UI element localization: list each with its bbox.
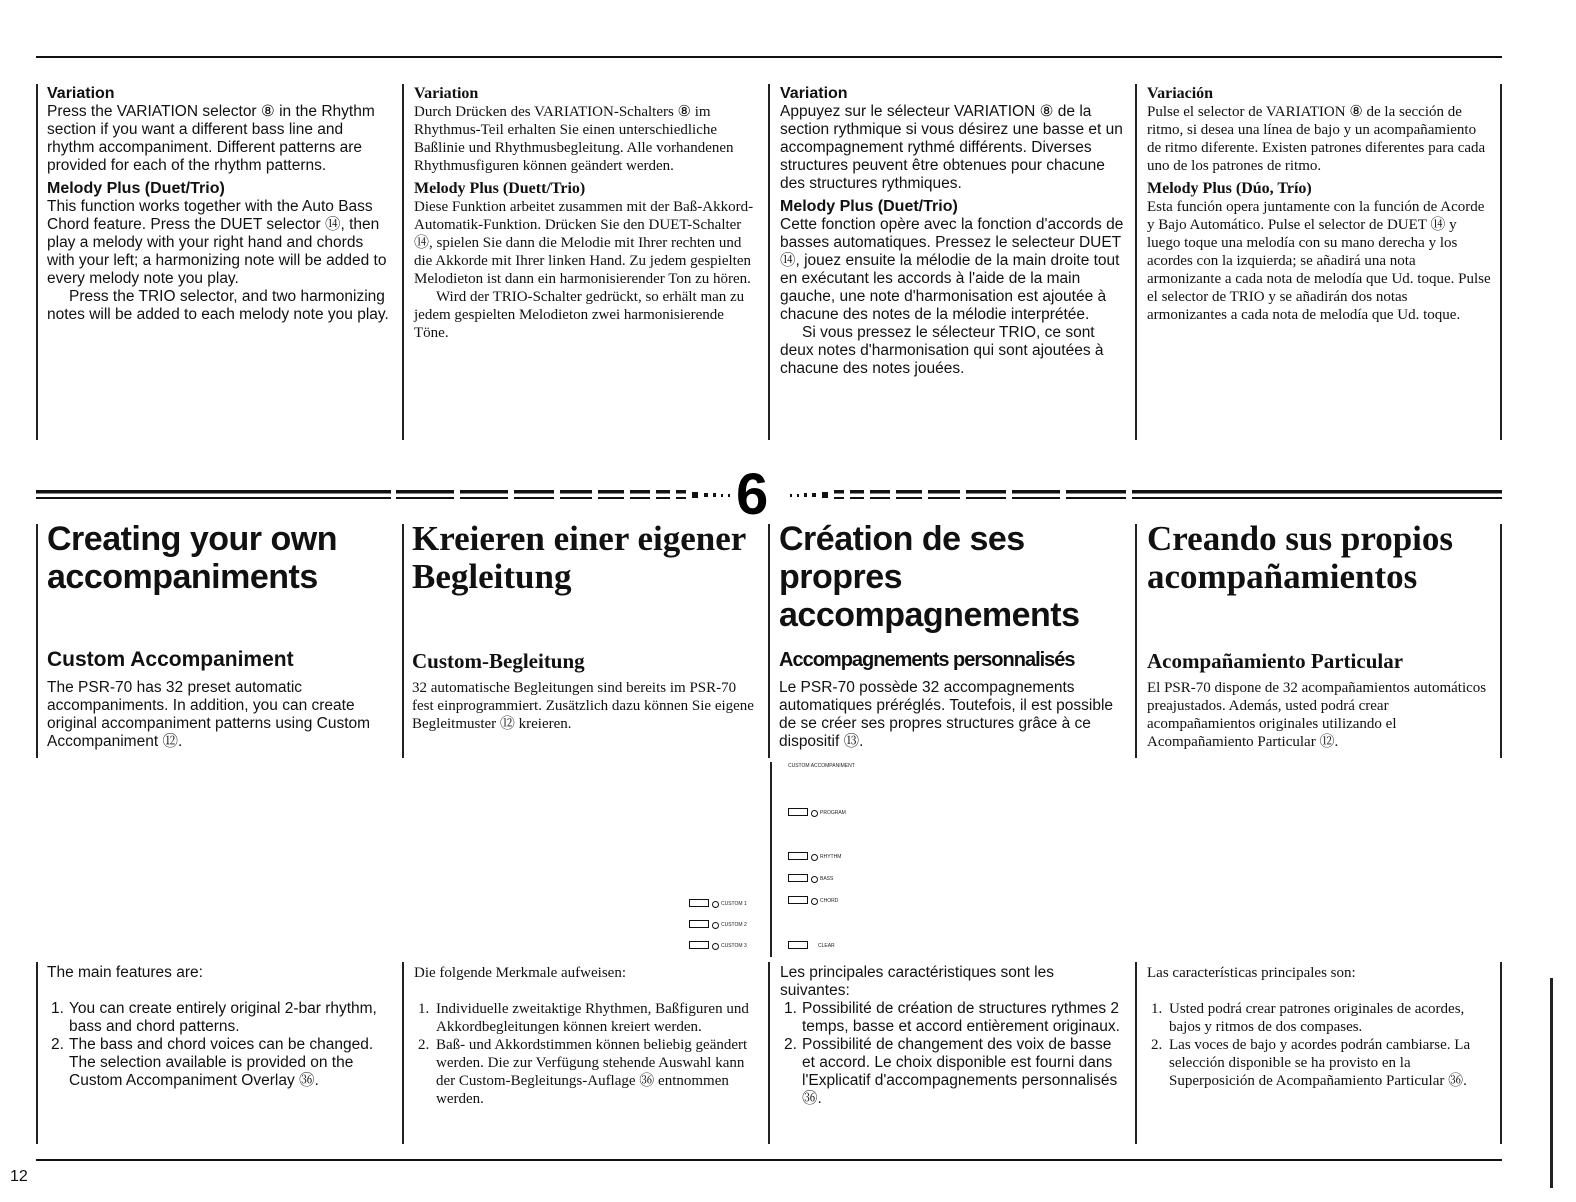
subtitle: Acompañamiento Particular [1147,649,1404,673]
custom-2-label: CUSTOM 2 [721,922,747,928]
features-list [780,1000,1128,1108]
paragraph: Press the TRIO selector, and two harmonizing notes will be added to each melody note you play. [47,288,389,323]
column-rule [1135,962,1137,1144]
paragraph: Le PSR-70 possède 32 accompagnements automatiques préréglés. Toutefois, il est possible de se créer ses propres structures grâce à ce dispositif ⑬. [779,679,1114,750]
column-rule [402,962,404,1144]
custom-1-button[interactable] [689,899,709,907]
column-rule [768,962,770,1144]
features-intro: The main features are: [47,964,203,981]
custom-2-led [712,922,719,929]
program-led [811,810,818,817]
paragraph: Diese Funktion arbeitet zusammen mit der Baß-Akkord-Automatik-Funktion. Drücken Sie den DUET-Schalter ⑭, spielen Sie dann die Melodie mit Ihrer rechten und die Akkorde mit Ihrer linken Hand. Zu jedem gespielten Melodieton ist dann ein harmonisierender Ton zu hören. [414,199,754,287]
chapter-title-en: Creating your own accompaniments [47,520,337,596]
heading-melody-plus: Melody Plus (Duet/Trio) [47,180,225,197]
column-rule [1135,84,1137,440]
custom-2-button[interactable] [689,920,709,928]
panel-rule [770,762,772,957]
rhythm-button[interactable] [788,852,808,860]
top-column-de [414,84,758,342]
rhythm-led [811,854,818,861]
chord-label: CHORD [820,898,839,904]
program-button[interactable] [788,808,808,816]
column-rule [36,524,38,758]
list-item: 1. Possibilité de création de structures rythmes 2 temps, basse et accord entièrement originaux. [784,1000,1120,1035]
column-rule [36,962,38,1144]
heading-variation: Variation [414,85,479,102]
column-rule [768,524,770,758]
features-list [47,1000,387,1090]
features-intro: Las características principales son: [1147,965,1356,981]
rhythm-label: RHYTHM [820,854,842,860]
paragraph: Durch Drücken des VARIATION-Schalters ⑧ im Rhythmus-Teil erhalten Sie einen unterschiedliche Baßlinie und Rhythmusbegleitung. Alle vorhandenen Rhythmusfiguren können geändert werden. [414,104,734,174]
paragraph: Esta función opera juntamente con la función de Acorde y Bajo Automático. Pulse el selector de DUET ⑭ y luego toque una melodía con su mano derecha y los acordes con la izquierda; se añadirá una nota armonizante a cada nota de melodía que Ud. toque. Pulse el selector de TRIO y se añadirán dos notas armonizantes a cada nota de melodía que Ud. toque. [1147,199,1491,323]
heading-melody-plus: Melody Plus (Dúo, Trío) [1147,180,1312,197]
intro-column-en [47,648,392,751]
intro-column-fr [779,648,1129,751]
page-number: 12 [10,1168,28,1185]
chord-led [811,898,818,905]
bass-led [811,876,818,883]
column-rule [1500,84,1502,440]
column-rule [402,524,404,758]
custom-1-led [712,901,719,908]
features-list [414,1000,758,1108]
features-intro: Die folgende Merkmale aufweisen: [414,965,626,981]
panel-heading: CUSTOM ACCOMPANIMENT [788,763,855,769]
bass-button[interactable] [788,874,808,882]
list-item: 2. Possibilité de changement des voix de basse et accord. Le choix disponible est fourni dans l'Explicatif d'accompagnements personnalisés ㊱. [784,1036,1118,1107]
bottom-rule [36,1159,1502,1161]
subtitle: Accompagnements personnalisés [779,649,1075,671]
top-column-en [47,84,392,324]
paragraph: Pulse el selector de VARIATION ⑧ de la sección de ritmo, si desea una línea de bajo y un acompañamiento de ritmo diferente. Existen patrones diferentes para cada uno de los patrones de ritmo. [1147,104,1486,174]
intro-column-de [412,649,758,733]
list-item: 1. Usted podrá crear patrones originales de acordes, bajos y ritmos de dos compases. [1151,1001,1465,1035]
heading-variation: Variation [780,85,848,102]
features-list [1147,1000,1491,1090]
list-item: 1. You can create entirely original 2-bar rhythm, bass and chord patterns. [51,1000,377,1035]
list-item: 2. Baß- und Akkordstimmen können beliebig geändert werden. Die zur Verfügung stehende Auswahl kann der Custom-Begleitungs-Auflage ㊱ entnommen werden. [418,1037,748,1107]
subtitle: Custom-Begleitung [412,649,585,673]
program-label: PROGRAM [820,810,846,816]
paragraph: Cette fonction opère avec la fonction d'accords de basses automatiques. Pressez le selecteur DUET ⑭, jouez ensuite la mélodie de la main droite tout en exécutant les accords à l'aide de la main gauche, une note d'harmonisation est ajoutée à chacune des notes de la mélodie interprétée. [780,216,1124,323]
paragraph: 32 automatische Begleitungen sind bereits im PSR-70 fest einprogrammiert. Zusätzlich dazu können Sie eigene Begleitmuster ⑫ kreieren. [412,680,754,732]
features-column-fr [780,964,1128,1108]
heading-melody-plus: Melody Plus (Duett/Trio) [414,180,586,197]
chord-button[interactable] [788,896,808,904]
subtitle: Custom Accompaniment [47,648,294,671]
column-rule [402,84,404,440]
column-rule [1500,962,1502,1144]
column-rule [768,84,770,440]
features-column-es [1147,964,1491,1090]
list-item: 2. Las voces de bajo y acordes podrán cambiarse. La selección disponible se ha provisto en la Superposición de Acompañamiento Particular ㊱. [1151,1037,1471,1089]
paragraph: Wird der TRIO-Schalter gedrückt, so erhält man zu jedem gespielten Melodieton zwei harmonisierende Töne. [414,289,745,341]
paragraph: El PSR-70 dispone de 32 acompañamientos automáticos preajustados. Además, usted podrá crear acompañamientos originales utilizando el Acompañamiento Particular ⑫. [1147,680,1487,750]
chapter-divider [0,480,1576,510]
chapter-title-de: Kreieren einer eigener Begleitung [412,519,746,596]
top-column-fr [780,84,1126,378]
features-intro: Les principales caractéristiques sont les suivantes: [780,964,1054,999]
column-rule [1500,524,1502,758]
custom-3-label: CUSTOM 3 [721,943,747,949]
top-rule [36,56,1502,58]
column-rule [36,84,38,440]
column-rule [1135,524,1137,758]
paragraph: The PSR-70 has 32 preset automatic accompaniments. In addition, you can create original accompaniment patterns using Custom Accompaniment ⑫. [47,679,371,750]
paragraph: Appuyez sur le sélecteur VARIATION ⑧ de la section rythmique si vous désirez une basse et un accompagnement rythmé différents. Diverses structures peuvent être obtenues pour chacune des structures rythmiques. [780,103,1123,192]
custom-3-button[interactable] [689,941,709,949]
chapter-number: 6 [736,462,769,527]
binding-mark [1550,978,1553,1188]
list-item: 1. Individuelle zweitaktige Rhythmen, Baßfiguren und Akkordbegleitungen können kreiert werden. [418,1001,749,1035]
paragraph: Press the VARIATION selector ⑧ in the Rhythm section if you want a different bass line and rhythm accompaniment. Different patterns are provided for each of the rhythm patterns. [47,103,375,174]
list-item: 2. The bass and chord voices can be changed. The selection available is provided on the Custom Accompaniment Overlay ㊱. [51,1036,374,1089]
bass-label: BASS [820,876,834,882]
paragraph: This function works together with the Auto Bass Chord feature. Press the DUET selector ⑭, then play a melody with your right hand and chords with your left; a harmonizing note will be added to every melody note you play. [47,198,387,287]
chapter-title-fr: Création de ses propres accompagnements [779,520,1080,634]
clear-label: CLEAR [818,943,835,949]
intro-column-es [1147,649,1492,751]
clear-button[interactable] [788,941,808,949]
paragraph: Si vous pressez le sélecteur TRIO, ce sont deux notes d'harmonisation qui sont ajoutées à chacune des notes jouées. [780,324,1104,377]
heading-variation: Variación [1147,85,1214,102]
heading-melody-plus: Melody Plus (Duet/Trio) [780,198,958,215]
custom-1-label: CUSTOM 1 [721,901,747,907]
features-column-en [47,964,387,1090]
features-column-de [414,964,758,1108]
top-column-es [1147,84,1491,324]
custom-3-led [712,943,719,950]
chapter-title-es: Creando sus propios acompañamientos [1147,519,1454,596]
heading-variation: Variation [47,85,115,102]
